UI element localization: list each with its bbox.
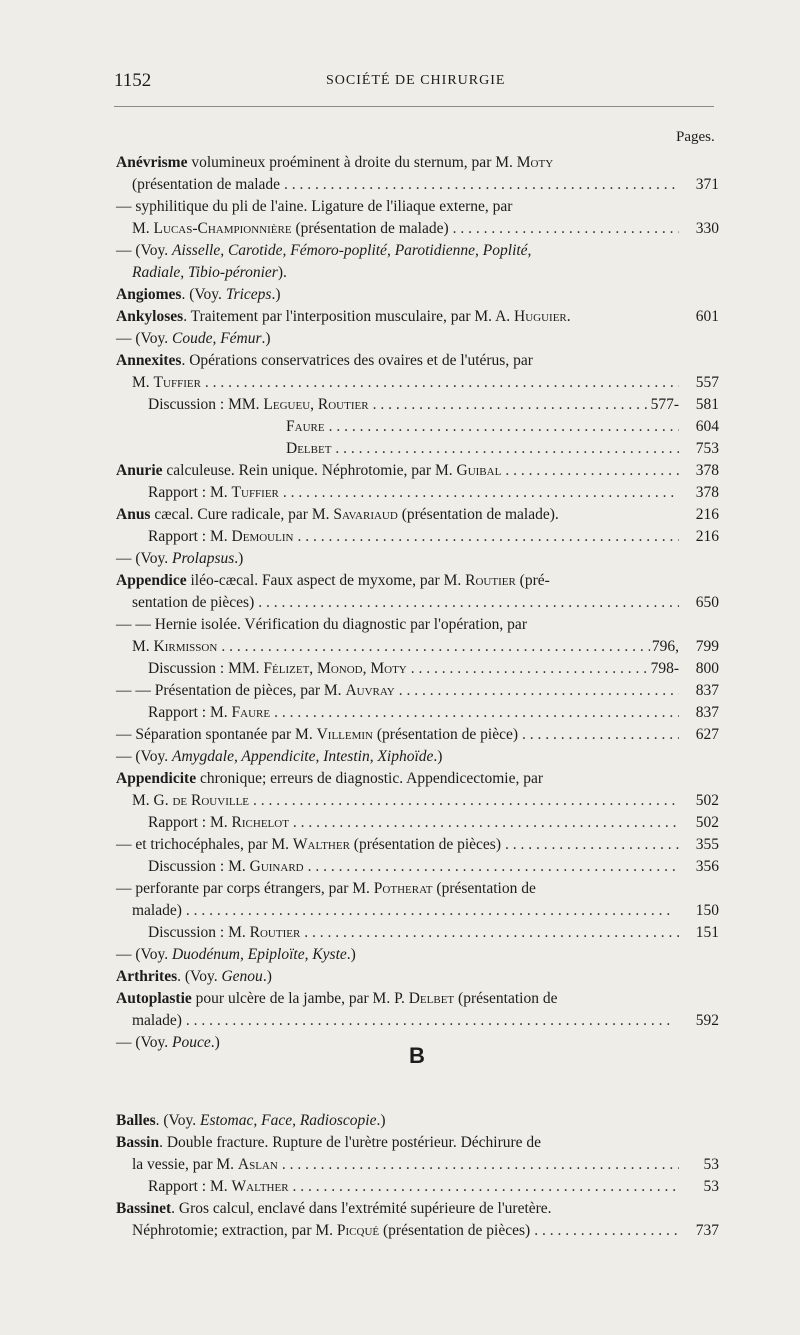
index-entry: (présentation de malade . . . 371 [132, 174, 679, 196]
index-entry: — (Voy. Amygdale, Appendicite, Intestin, Xiphoïde.) [116, 748, 443, 765]
pages-column-label: Pages. [676, 129, 715, 145]
index-entry: Anus cæcal. Cure radicale, par M. Savariaud (présentation de malade). 216 [116, 506, 719, 523]
index-entry: Discussion : MM. Legueu, Routier . . . 577- 581 [148, 394, 679, 416]
index-entry: Bassin. Double fracture. Rupture de l'urètre postérieur. Déchirure de [116, 1134, 542, 1151]
index-entry: Rapport : M. Demoulin . . . 216 [148, 526, 679, 548]
index-entry: Discussion : M. Guinard . . . 356 [148, 856, 679, 878]
header-rule [114, 106, 714, 107]
index-entry: Discussion : MM. Félizet, Monod, Moty . . . 798- 800 [148, 658, 679, 680]
index-entry: Bassinet. Gros calcul, enclavé dans l'extrémité supérieure de l'uretère. [116, 1200, 552, 1217]
index-entry: — (Voy. Aisselle, Carotide, Fémoro-poplité, Parotidienne, Poplité, [116, 242, 532, 259]
index-entry: Appendicite chronique; erreurs de diagnostic. Appendicectomie, par [116, 770, 543, 787]
index-entry: Discussion : M. Routier . . . 151 [148, 922, 679, 944]
index-entry: Radiale, Tibio-péronier). [132, 264, 287, 281]
index-entry: Angiomes. (Voy. Triceps.) [116, 286, 281, 303]
index-entry: Ankyloses. Traitement par l'interposition musculaire, par M. A. Huguier. 601 [116, 308, 719, 325]
index-entry: Arthrites. (Voy. Genou.) [116, 968, 272, 985]
index-entry: Faure . . . 604 [286, 416, 679, 438]
index-entry: malade) . . . 592 [132, 1010, 679, 1032]
index-entry: — (Voy. Coude, Fémur.) [116, 330, 271, 347]
index-entry: — (Voy. Pouce.) [116, 1034, 220, 1051]
index-entry: Appendice iléo-cæcal. Faux aspect de myxome, par M. Routier (pré- [116, 572, 550, 589]
page-number: 1152 [114, 70, 152, 91]
index-entry: — — Présentation de pièces, par M. Auvray . . . 837 [116, 680, 679, 702]
index-entry: — Séparation spontanée par M. Villemin (présentation de pièce) . . . 627 [116, 724, 679, 746]
index-entry: Néphrotomie; extraction, par M. Picqué (présentation de pièces) . . . 737 [132, 1220, 679, 1242]
index-entry: — syphilitique du pli de l'aine. Ligature de l'iliaque externe, par [116, 198, 513, 215]
index-entry: M. Kirmisson . . . 796, 799 [132, 636, 679, 658]
index-entry: sentation de pièces) . . . 650 [132, 592, 679, 614]
index-entry: — et trichocéphales, par M. Walther (présentation de pièces) . . . 355 [116, 834, 679, 856]
index-entry: Anévrisme volumineux proéminent à droite du sternum, par M. Moty [116, 154, 554, 171]
page-header [114, 70, 684, 94]
index-entry: Rapport : M. Faure . . . 837 [148, 702, 679, 724]
index-entry: M. G. de Rouville . . . 502 [132, 790, 679, 812]
index-entry: — — Hernie isolée. Vérification du diagnostic par l'opération, par [116, 616, 527, 633]
section-letter-b: B [409, 1043, 425, 1068]
index-entry: Rapport : M. Walther . . . 53 [148, 1176, 679, 1198]
index-entry: M. Lucas-Championnière (présentation de malade) . . . 330 [132, 218, 679, 240]
index-entry: M. Tuffier . . . 557 [132, 372, 679, 394]
index-entry: Anurie calculeuse. Rein unique. Néphrotomie, par M. Guibal . . . 378 [116, 460, 679, 482]
index-entry: Annexites. Opérations conservatrices des ovaires et de l'utérus, par [116, 352, 533, 369]
index-entry: Balles. (Voy. Estomac, Face, Radioscopie.) [116, 1112, 386, 1129]
index-entry: malade) . . . 150 [132, 900, 679, 922]
index-entry: Autoplastie pour ulcère de la jambe, par M. P. Delbet (présentation de [116, 990, 558, 1007]
index-entry: — perforante par corps étrangers, par M. Potherat (présentation de [116, 880, 536, 897]
index-entry: Rapport : M. Richelot . . . 502 [148, 812, 679, 834]
index-entry: Delbet . . . 753 [286, 438, 679, 460]
index-entry: la vessie, par M. Aslan . . . 53 [132, 1154, 679, 1176]
running-title: SOCIÉTÉ DE CHIRURGIE [326, 73, 506, 88]
index-entry: Rapport : M. Tuffier . . . 378 [148, 482, 679, 504]
index-entry: — (Voy. Duodénum, Epiploïte, Kyste.) [116, 946, 356, 963]
index-entry: — (Voy. Prolapsus.) [116, 550, 244, 567]
